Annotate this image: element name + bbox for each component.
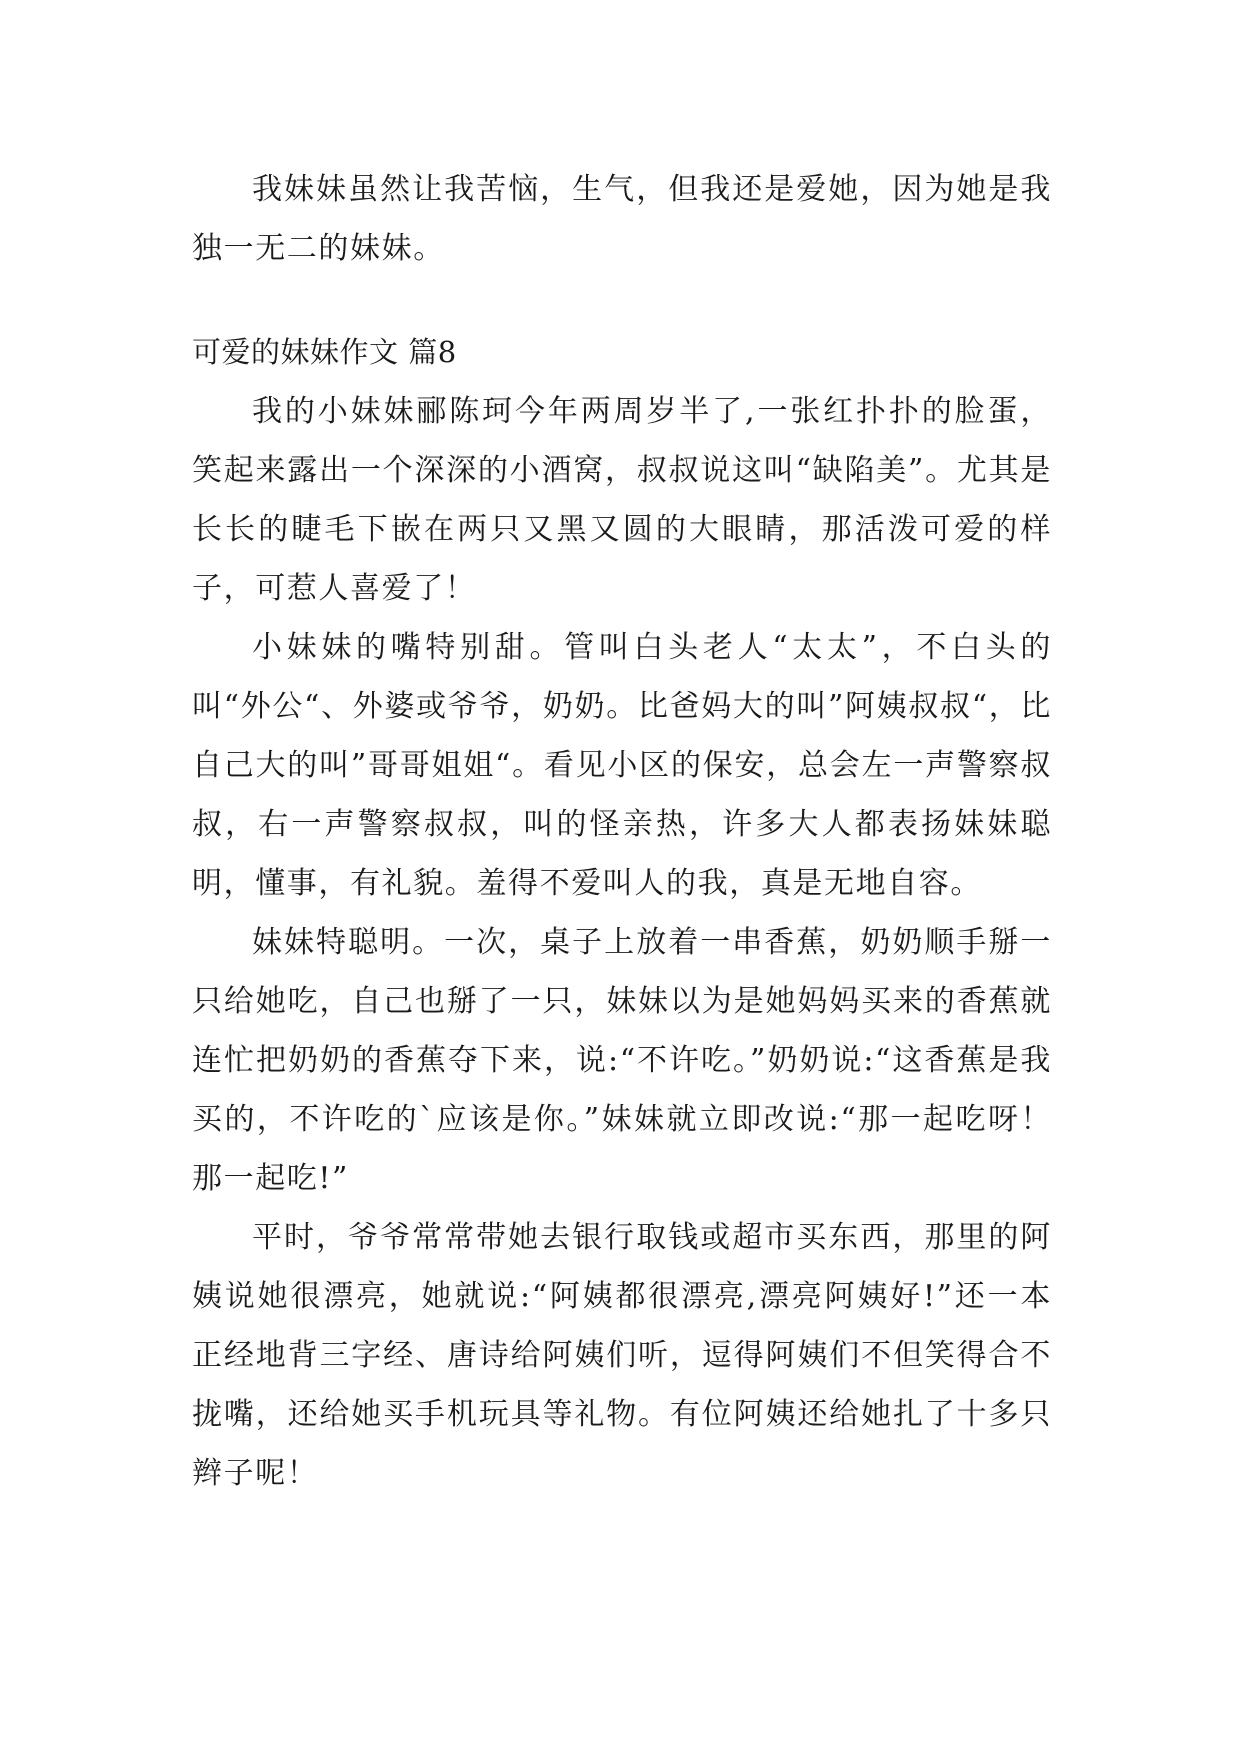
paragraph: 平时，爷爷常常带她去银行取钱或超市买东西，那里的阿姨说她很漂亮，她就说:“阿姨都很漂亮,漂亮阿姨好!”还一本正经地背三字经、唐诗给阿姨们听，逗得阿姨们不但笑得合不拢嘴，还给她买手机玩具等礼物。有位阿姨还给她扎了十多只辫子呢！ — [192, 1220, 1052, 1491]
paragraph: 小妹妹的嘴特别甜。管叫白头老人“太太”，不白头的叫“外公“、外婆或爷爷，奶奶。比爸妈大的叫”阿姨叔叔“，比自己大的叫”哥哥姐姐“。看见小区的保安，总会左一声警察叔叔，右一声警察叔叔，叫的怪亲热，许多大人都表扬妹妹聪明，懂事，有礼貌。羞得不爱叫人的我，真是无地自容。 — [192, 630, 1052, 901]
paragraph: 妹妹特聪明。一次，桌子上放着一串香蕉，奶奶顺手掰一只给她吃，自己也掰了一只，妹妹以为是她妈妈买来的香蕉就连忙把奶奶的香蕉夺下来，说:“不许吃。”奶奶说:“这香蕉是我买的，不许吃的`应该是你。”妹妹就立即改说:“那一起吃呀！那一起吃!” — [192, 925, 1052, 1196]
paragraph: 我妹妹虽然让我苦恼，生气，但我还是爱她，因为她是我独一无二的妹妹。 — [192, 172, 1052, 266]
section-heading: 可爱的妹妹作文 篇8 — [192, 335, 457, 369]
document-body — [192, 160, 1052, 1503]
paragraph: 我的小妹妹郦陈珂今年两周岁半了,一张红扑扑的脸蛋，笑起来露出一个深深的小酒窝，叔叔说这叫“缺陷美”。尤其是长长的睫毛下嵌在两只又黑又圆的大眼睛，那活泼可爱的样子，可惹人喜爱了！ — [192, 394, 1052, 606]
